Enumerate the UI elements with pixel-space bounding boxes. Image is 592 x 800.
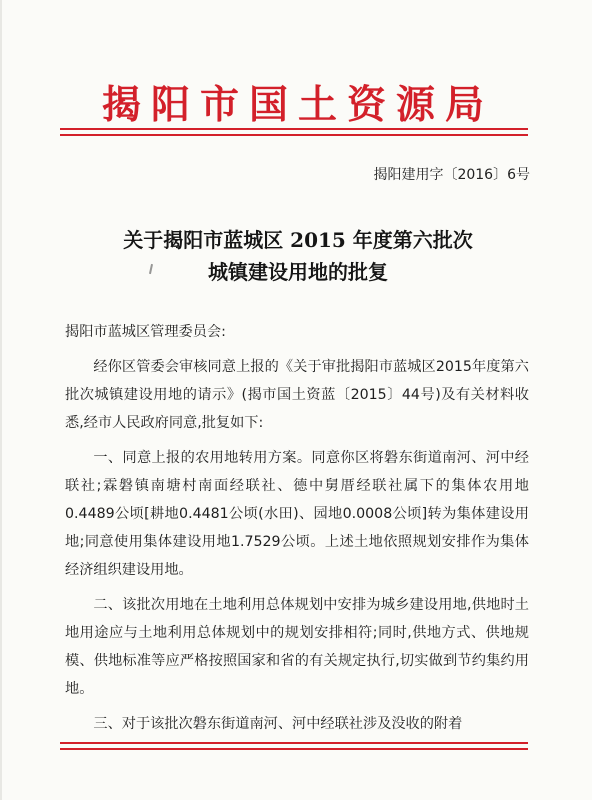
issuing-authority-header: 揭阳市国土资源局 xyxy=(101,82,494,128)
document-number: 揭阳建用字〔2016〕6号 xyxy=(373,167,530,183)
footer-red-rule-lower xyxy=(60,748,528,750)
paragraph-intro: 经你区管委会审核同意上报的《关于审批揭阳市蓝城区2015年度第六批次城镇建设用地的请示》(揭市国土资蓝〔2015〕44号)及有关材料收悉,经市人民政府同意,批复如下: xyxy=(65,359,529,431)
header-red-rule-upper xyxy=(60,128,528,130)
salutation: 揭阳市蓝城区管理委员会: xyxy=(65,324,226,340)
footer-red-rule-upper xyxy=(60,742,528,744)
paragraph-item-1: 一、同意上报的农用地转用方案。同意你区将磐东街道南河、河中经联社;霖磐镇南塘村南面经联社、德中舅厝经联社属下的集体农用地0.4489公顷[耕地0.4481公顷(水田)、园地0.0008公顷]转为集体建设用地;同意使用集体建设用地1.7529公顷。上述土地依照规划安排作为集体经济组织建设用地。 xyxy=(65,450,529,578)
paragraph-item-2: 二、该批次用地在土地利用总体规划中安排为城乡建设用地,供地时土地用途应与土地利用总体规划中的规划安排相符;同时,供地方式、供地规模、供地标准等应严格按照国家和省的有关规定执行,切实做到节约集约用地。 xyxy=(65,597,529,697)
document-title-line-2: 城镇建设用地的批复 xyxy=(208,260,388,284)
header-red-rule-lower xyxy=(60,134,528,136)
document-title-line-1: 关于揭阳市蓝城区 2015 年度第六批次 xyxy=(123,228,473,252)
document-body xyxy=(65,318,529,738)
paragraph-item-3: 三、对于该批次磐东街道南河、河中经联社涉及没收的附着 xyxy=(93,716,463,732)
